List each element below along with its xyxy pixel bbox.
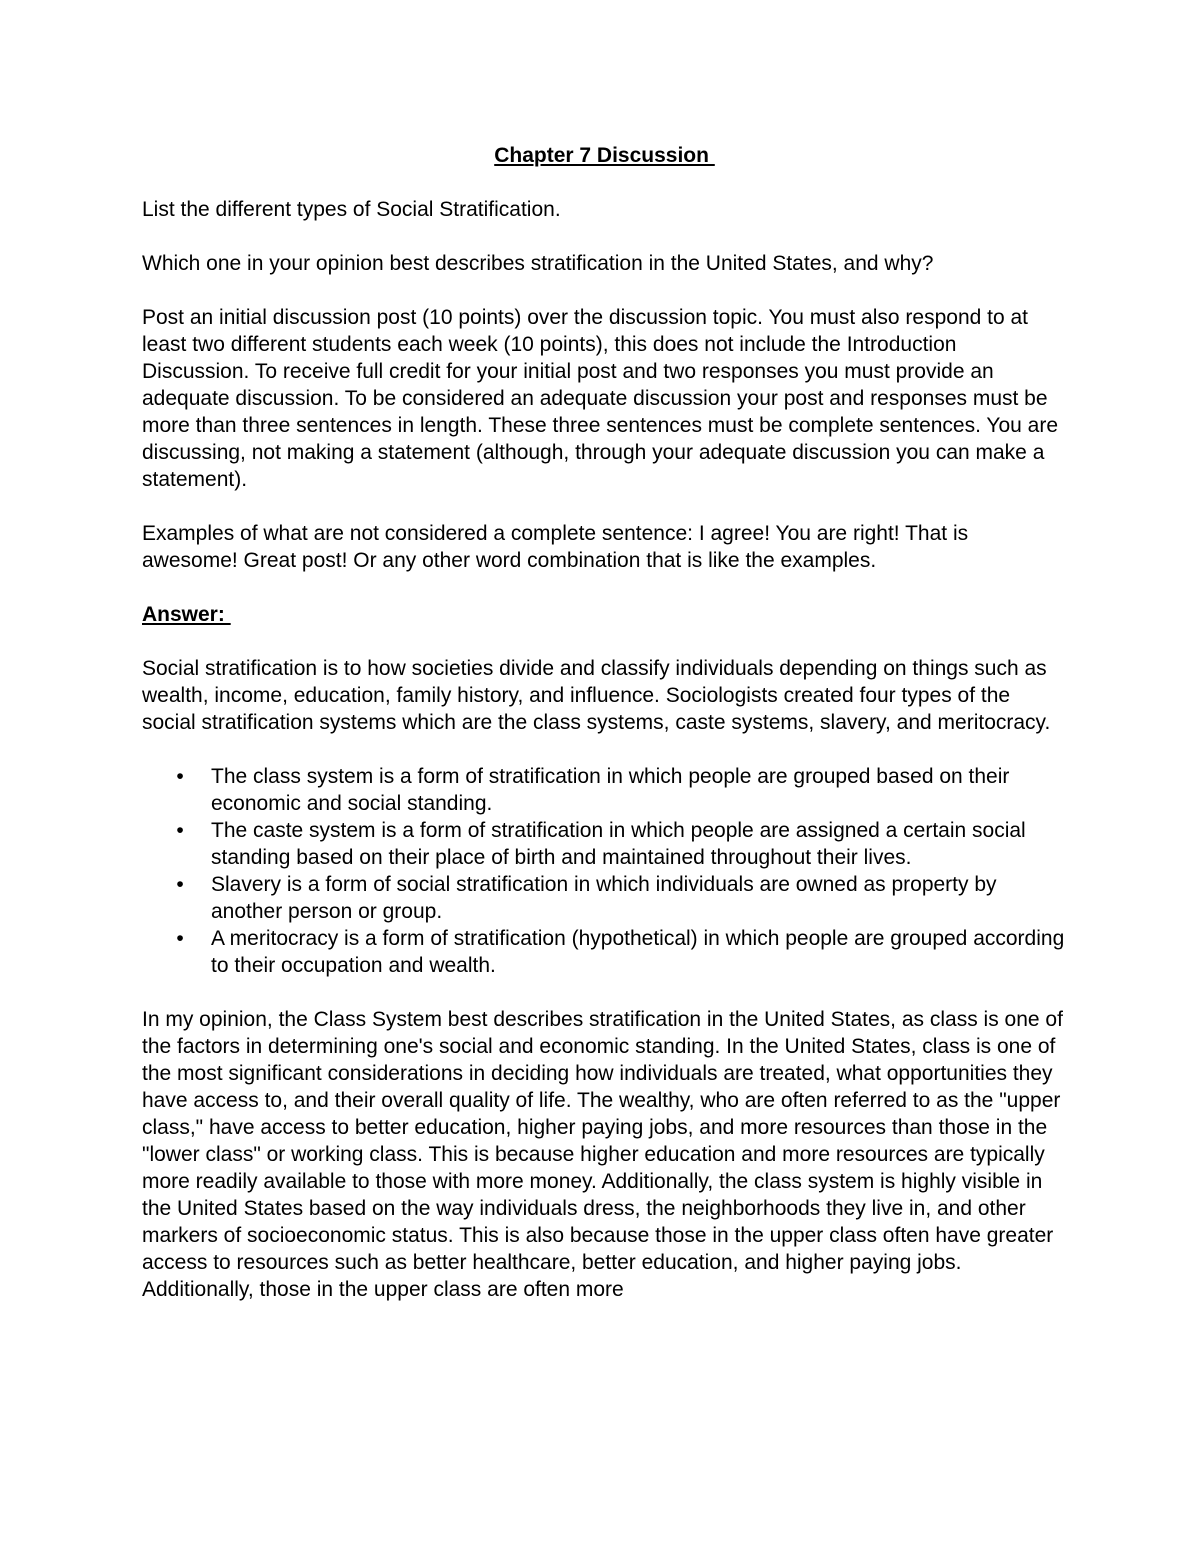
- list-item: [176, 925, 1067, 979]
- prompt-line-1: List the different types of Social Stratification.: [142, 198, 561, 221]
- stratification-types-list: [142, 763, 1067, 979]
- answer-heading: Answer:: [142, 603, 231, 626]
- bullet-icon: •: [176, 927, 184, 950]
- document-page: [142, 142, 1067, 1303]
- answer-intro-paragraph: Social stratification is to how societies divide and classify individuals depending on things such as wealth, income, education, family history, and influence. Sociologists created four types of the social stratification systems which are the class systems, caste systems, slavery, and meritocracy.: [142, 657, 1051, 734]
- list-item: [176, 817, 1067, 871]
- bullet-icon: •: [176, 819, 184, 842]
- bullet-icon: •: [176, 873, 184, 896]
- prompt-line-2: Which one in your opinion best describes stratification in the United States, and why?: [142, 252, 934, 275]
- list-item-text: The class system is a form of stratification in which people are grouped based on their economic and social standing.: [211, 765, 1010, 815]
- list-item-text: A meritocracy is a form of stratification (hypothetical) in which people are grouped according to their occupation and wealth.: [211, 927, 1065, 977]
- opinion-paragraph: In my opinion, the Class System best describes stratification in the United States, as class is one of the factors in determining one's social and economic standing. In the United States, class is one of the most significant considerations in deciding how individuals are treated, what opportunities they have access to, and their overall quality of life. The wealthy, who are often referred to as the "upper class," have access to better education, higher paying jobs, and more resources than those in the "lower class" or working class. This is because higher education and more resources are typically more readily available to those with more money. Additionally, the class system is highly visible in the United States based on the way individuals dress, the neighborhoods they live in, and other markers of socioeconomic status. This is also because those in the upper class often have greater access to resources such as better healthcare, better education, and higher paying jobs. Additionally, those in the upper class are often more: [142, 1008, 1063, 1301]
- list-item: [176, 871, 1067, 925]
- bullet-icon: •: [176, 765, 184, 788]
- examples-paragraph: Examples of what are not considered a complete sentence: I agree! You are right! That is awesome! Great post! Or any other word combination that is like the examples.: [142, 522, 969, 572]
- document-title: Chapter 7 Discussion: [494, 144, 715, 167]
- list-item-text: The caste system is a form of stratification in which people are assigned a certain social standing based on their place of birth and maintained throughout their lives.: [211, 819, 1026, 869]
- list-item-text: Slavery is a form of social stratification in which individuals are owned as property by another person or group.: [211, 873, 997, 923]
- list-item: [176, 763, 1067, 817]
- instructions-paragraph: Post an initial discussion post (10 points) over the discussion topic. You must also respond to at least two different students each week (10 points), this does not include the Introduction Discussion. To receive full credit for your initial post and two responses you must provide an adequate discussion. To be considered an adequate discussion your post and responses must be more than three sentences in length. These three sentences must be complete sentences. You are discussing, not making a statement (although, through your adequate discussion you can make a statement).: [142, 306, 1059, 491]
